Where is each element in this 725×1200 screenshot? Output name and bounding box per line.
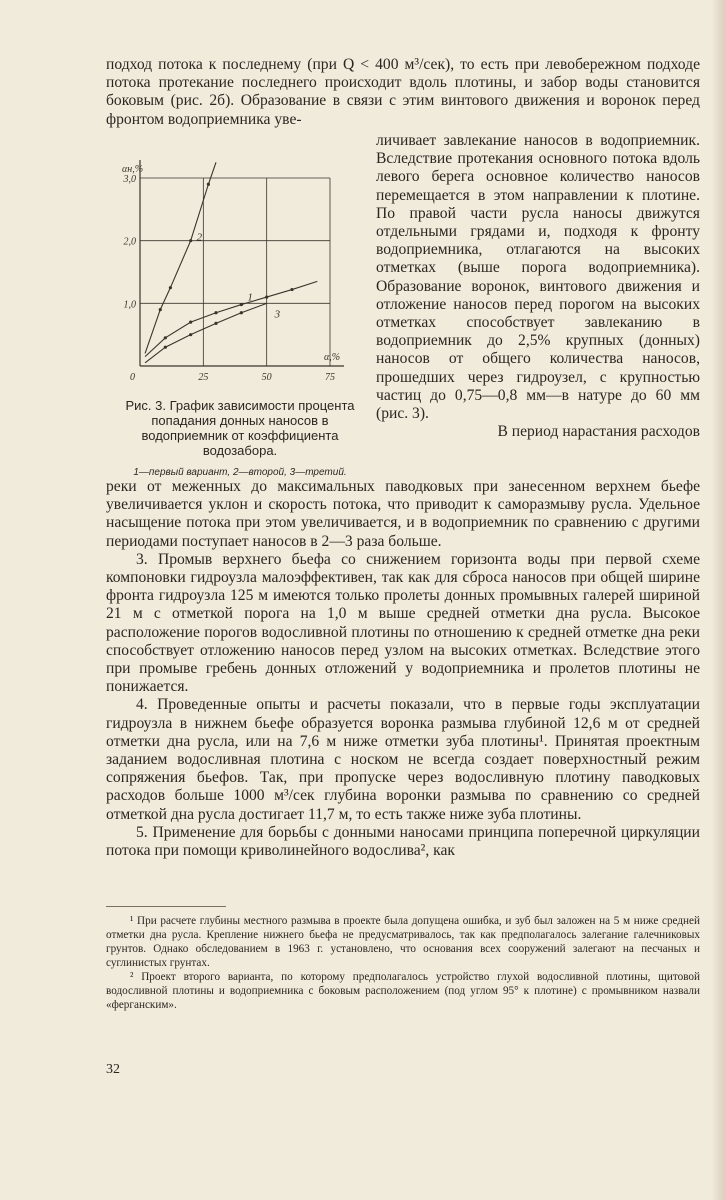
figure-legend: 1—первый вариант, 2—второй, 3—третий. xyxy=(133,467,347,478)
data-point-3-1 xyxy=(164,346,167,349)
data-point-1-5 xyxy=(265,295,268,298)
curve-label-2: 2 xyxy=(196,231,203,244)
x-tick-label-75: 75 xyxy=(325,372,335,383)
data-point-2-2 xyxy=(169,286,172,289)
paragraph-item-3: 3. Промыв верхнего бьефа со снижением горизонта воды при первой схеме компоновки гидроузла малоэффективен, так как для сброса наносов при общей ширине фронта гидроузла 125 м имеются только пролеты донных промывных галерей шириной 21 м с отметкой порога на 1,0 м выше средней отметки дна русла. Высокое расположение порогов водосливной плотины по отношению к средней отметке дна реки способствует отложению наносов перед узлом на высоких отметках. Вследствие этого при промыве гребень донных отложений у водоприемника и пролетов плотины не понижается. xyxy=(106,550,700,696)
page-number: 32 xyxy=(106,1062,120,1077)
right-text-block xyxy=(376,132,700,441)
y-tick-label-0: 3,0 xyxy=(123,174,136,185)
page-edge-shadow xyxy=(711,0,725,1200)
data-point-2-4 xyxy=(207,183,210,186)
chart-grid xyxy=(140,178,330,366)
paragraph-right-1: личивает завлекание наносов в водоприемник. Вследствие протекания основного потока вдоль левого берега основное количество наносов перемещается в этом направлении к плотине. По правой части русла наносы движутся отдельными грядами и, подходя к фронту водоприемника, отлагаются на высоких отметках (выше порога водоприемника). Образование воронок, винтового движения и отложение наносов перед порогом на высоких отметках способствует завлеканию в водоприемник до 2,5% крупных (донных) наносов от общего количества наносов, прошедших через гидроузел, с крупностью частиц до 0,75—0,8 мм—в натуре до 60 мм (рис. 3). xyxy=(376,132,700,423)
data-point-1-2 xyxy=(189,321,192,324)
footnotes xyxy=(106,914,700,1012)
figure-caption xyxy=(120,398,360,479)
series-line-1 xyxy=(145,281,317,356)
y-tick-label-2: 1,0 xyxy=(123,299,136,311)
bottom-text-block xyxy=(106,478,700,860)
paragraph-item-4: 4. Проведенные опыты и расчеты показали, что в первые годы эксплуатации гидроузла в нижнем бьефе образуется воронка размыва глубиной 12,6 м от средней отметки дна русла, или на 7,6 м ниже отметки зуба плотины¹. Принятая проектным заданием водосливная плотина с носком не всегда создает поверхностный режим сопряжения бьефов. Так, при пропуске через водосливную плотину паводковых расходов больше 1000 м³/сек глубина воронки размыва по сравнению со средней отметкой дна русла достигает 11,7 м, то есть также ниже зуба плотины. xyxy=(106,696,700,823)
data-point-3-2 xyxy=(189,333,192,336)
data-point-2-1 xyxy=(159,308,162,311)
footnote-2: ² Проект второго варианта, по которому предполагалось устройство глухой водосливной плотины, щитовой водосливной плотины и водоприемника с боковым расположением (под углом 95° к плотине) с промывником назвали «ферганским». xyxy=(106,971,700,1011)
curve-label-1: 1 xyxy=(247,291,253,304)
data-point-1-4 xyxy=(240,303,243,306)
y-axis-label: αн,% xyxy=(122,164,144,175)
data-point-1-3 xyxy=(214,311,217,314)
chart-series xyxy=(145,162,317,363)
figure-3-chart xyxy=(110,144,358,390)
x-tick-label-25: 25 xyxy=(198,372,209,383)
paragraph-item-5: 5. Применение для борьбы с донными наносами принципа поперечной циркуляции потока при помощи криволинейного водослива², как xyxy=(106,823,700,860)
data-point-1-1 xyxy=(164,336,167,339)
x-tick-label-50: 50 xyxy=(261,372,272,383)
x-axis-label: α,% xyxy=(324,352,341,363)
footnote-1: ¹ При расчете глубины местного размыва в проекте была допущена ошибка, и зуб был заложен на 5 м ниже средней отметки дна русла. Крепление нижнего бьефа не предусматривалось, так как предполагалось залегание галечниковых грунтов. Однако обследованием в 1963 г. установлено, что основания всех сооружений залегают на песчаных и суглинистых грунтах. xyxy=(106,915,700,969)
data-point-1-6 xyxy=(290,288,293,291)
paragraph-right-2: В период нарастания расходов xyxy=(497,423,700,441)
y-tick-label-1: 2,0 xyxy=(123,236,136,248)
origin-label: 0 xyxy=(130,372,135,383)
data-point-3-4 xyxy=(240,311,243,314)
series-line-3 xyxy=(145,303,267,363)
figure-caption-title: Рис. 3. График зависимости процента попадания донных наносов в водоприемник от коэффициента водозабора. xyxy=(125,398,355,458)
footnote-rule xyxy=(106,906,226,907)
paragraph-bottom-1: реки от меженных до максимальных паводковых при занесенном верхнем бьефе увеличивается уклон и скорость потока, что приводит к саморазмыву русла. Удельное насыщение потока при этом увеличивается, и в водоприемник по сравнению с другими периодами поступает наносов в 2—3 раза больше. xyxy=(106,478,700,550)
paragraph-top: подход потока к последнему (при Q < 400 м³/сек), то есть при левобережном подходе потока протекание последнего происходит вдоль плотины, и забор воды становится боковым (рис. 2б). Образование в связи с этим винтового движения и воронок перед фронтом водоприемника уве- xyxy=(106,56,700,128)
curve-label-3: 3 xyxy=(274,308,281,321)
series-line-2 xyxy=(145,162,216,353)
top-text-block xyxy=(106,56,700,129)
chart-labels xyxy=(122,164,340,383)
data-point-2-3 xyxy=(189,239,192,242)
data-point-3-3 xyxy=(214,322,217,325)
